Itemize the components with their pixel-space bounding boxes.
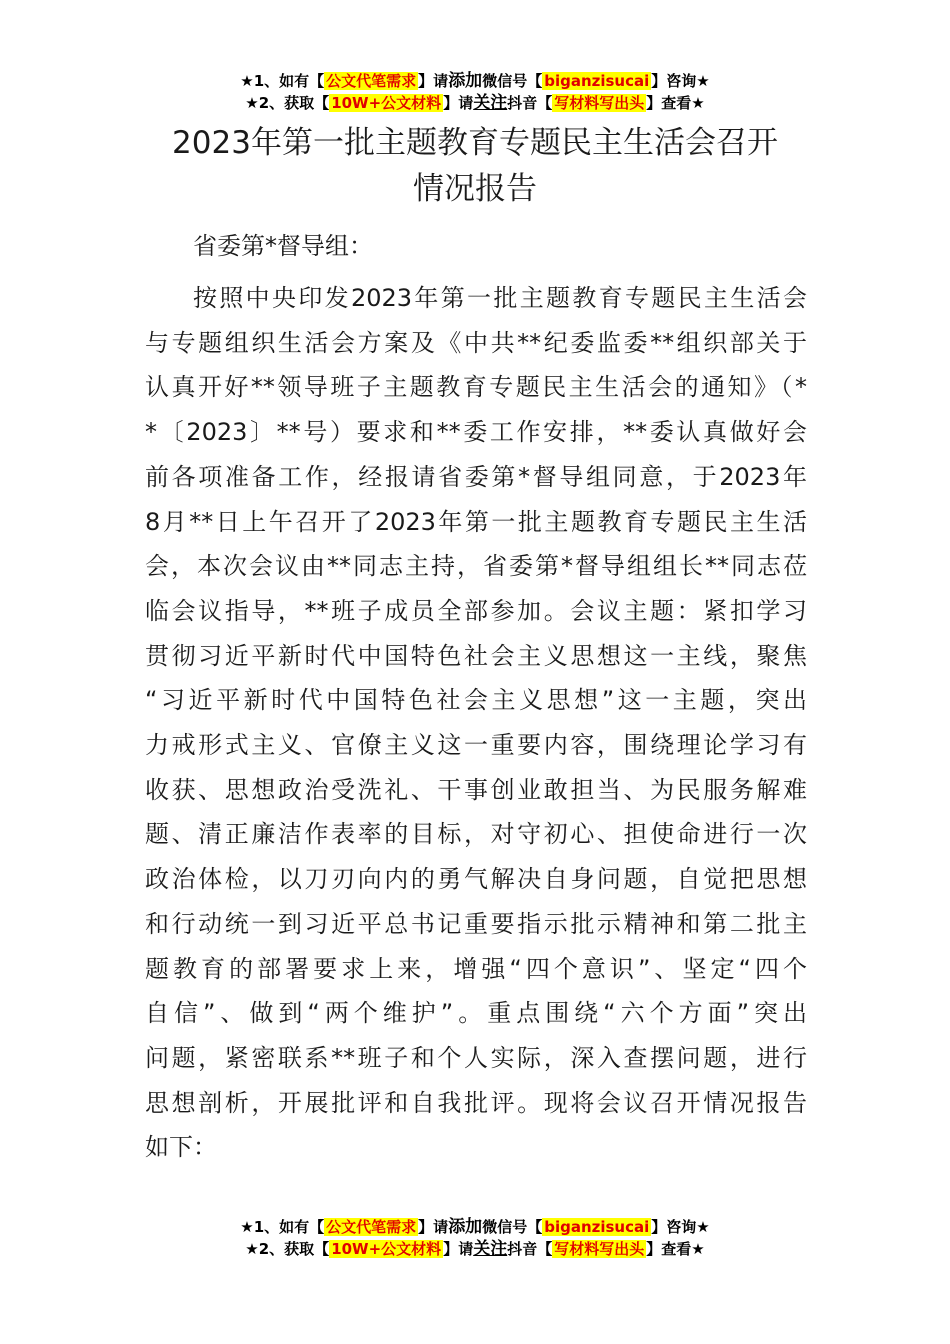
body-line: 政治体检，以刀刃向内的勇气解决自身问题，自觉把思想 xyxy=(145,865,807,894)
body-line: 如下： xyxy=(145,1133,217,1162)
title-line-1: 2023年第一批主题教育专题民主生活会召开 xyxy=(172,125,778,161)
body-line: 思想剖析，开展批评和自我批评。现将会议召开情况报告 xyxy=(145,1088,807,1117)
promo-text: 】请 xyxy=(443,94,474,112)
promo-text: 】咨询★ xyxy=(651,72,710,90)
promo-line-1 xyxy=(0,70,950,92)
body-line: 收获、思想政治受洗礼、干事创业敢担当、为民服务解难 xyxy=(145,775,807,804)
promo-highlight-wechat-id: biganzisucai xyxy=(544,72,650,90)
body-line: 自信”、做到“两个维护”。重点围绕“六个方面”突出 xyxy=(145,999,807,1028)
promo-highlight-douyin-id: 写材料写出头 xyxy=(554,1240,645,1258)
promo-text: ★2、获取【 xyxy=(245,94,330,112)
promo-text: ★1、如有【 xyxy=(240,72,325,90)
promo-text: 】查看★ xyxy=(646,94,705,112)
promo-text: 】咨询★ xyxy=(651,1218,710,1236)
footer-promo-banner xyxy=(0,1216,950,1260)
body-paragraph xyxy=(145,276,807,1170)
promo-highlight-douyin-id: 写材料写出头 xyxy=(554,94,645,112)
body-line: 与专题组织生活会方案及《中共**纪委监委**组织部关于 xyxy=(145,328,807,357)
body-line: *〔2023〕**号）要求和**委工作安排，**委认真做好会 xyxy=(145,418,807,447)
body-line: 临会议指导，**班子成员全部参加。会议主题：紧扣学习 xyxy=(145,596,807,625)
body-line: 题教育的部署要求上来，增强“四个意识”、坚定“四个 xyxy=(145,954,807,983)
promo-text: ★1、如有【 xyxy=(240,1218,325,1236)
promo-emphasis: 添加 xyxy=(448,71,483,91)
promo-text: 抖音【 xyxy=(507,94,553,112)
body-line: 力戒形式主义、官僚主义这一重要内容，围绕理论学习有 xyxy=(145,731,807,760)
promo-emphasis: 关注 xyxy=(473,93,508,113)
promo-text: 】请 xyxy=(443,1240,474,1258)
title-line-2: 情况报告 xyxy=(413,171,537,207)
document-title xyxy=(120,120,830,212)
promo-emphasis: 添加 xyxy=(448,1217,483,1237)
promo-highlight-service: 公文代笔需求 xyxy=(326,72,417,90)
promo-text: 】查看★ xyxy=(646,1240,705,1258)
body-line: 前各项准备工作，经报请省委第*督导组同意，于2023年 xyxy=(145,462,807,491)
promo-text: 微信号【 xyxy=(482,72,543,90)
promo-highlight-wechat-id: biganzisucai xyxy=(544,1218,650,1236)
body-line: “习近平新时代中国特色社会主义思想”这一主题，突出 xyxy=(145,686,807,715)
body-line: 和行动统一到习近平总书记重要指示批示精神和第二批主 xyxy=(145,909,807,938)
body-line: 按照中央印发2023年第一批主题教育专题民主生活会 xyxy=(193,284,807,312)
body-line: 8月**日上午召开了2023年第一批主题教育专题民主生活 xyxy=(145,507,807,536)
promo-emphasis: 关注 xyxy=(473,1239,508,1259)
promo-text: 】请 xyxy=(418,72,449,90)
promo-text: ★2、获取【 xyxy=(245,1240,330,1258)
promo-text: 抖音【 xyxy=(507,1240,553,1258)
body-line: 题、清正廉洁作表率的目标，对守初心、担使命进行一次 xyxy=(145,820,807,849)
body-line: 贯彻习近平新时代中国特色社会主义思想这一主线，聚焦 xyxy=(145,641,807,670)
salutation: 省委第*督导组： xyxy=(193,232,373,260)
header-promo-banner xyxy=(0,70,950,114)
promo-line-2 xyxy=(0,92,950,114)
body-line: 会，本次会议由**同志主持，省委第*督导组组长**同志莅 xyxy=(145,552,807,581)
body-line: 问题，紧密联系**班子和个人实际，深入查摆问题，进行 xyxy=(145,1043,807,1072)
promo-highlight-materials: 10W+公文材料 xyxy=(331,94,442,112)
promo-highlight-materials: 10W+公文材料 xyxy=(331,1240,442,1258)
promo-text: 】请 xyxy=(418,1218,449,1236)
body-line: 认真开好**领导班子主题教育专题民主生活会的通知》（* xyxy=(145,373,807,402)
promo-highlight-service: 公文代笔需求 xyxy=(326,1218,417,1236)
promo-line-2 xyxy=(0,1238,950,1260)
promo-line-1 xyxy=(0,1216,950,1238)
promo-text: 微信号【 xyxy=(482,1218,543,1236)
